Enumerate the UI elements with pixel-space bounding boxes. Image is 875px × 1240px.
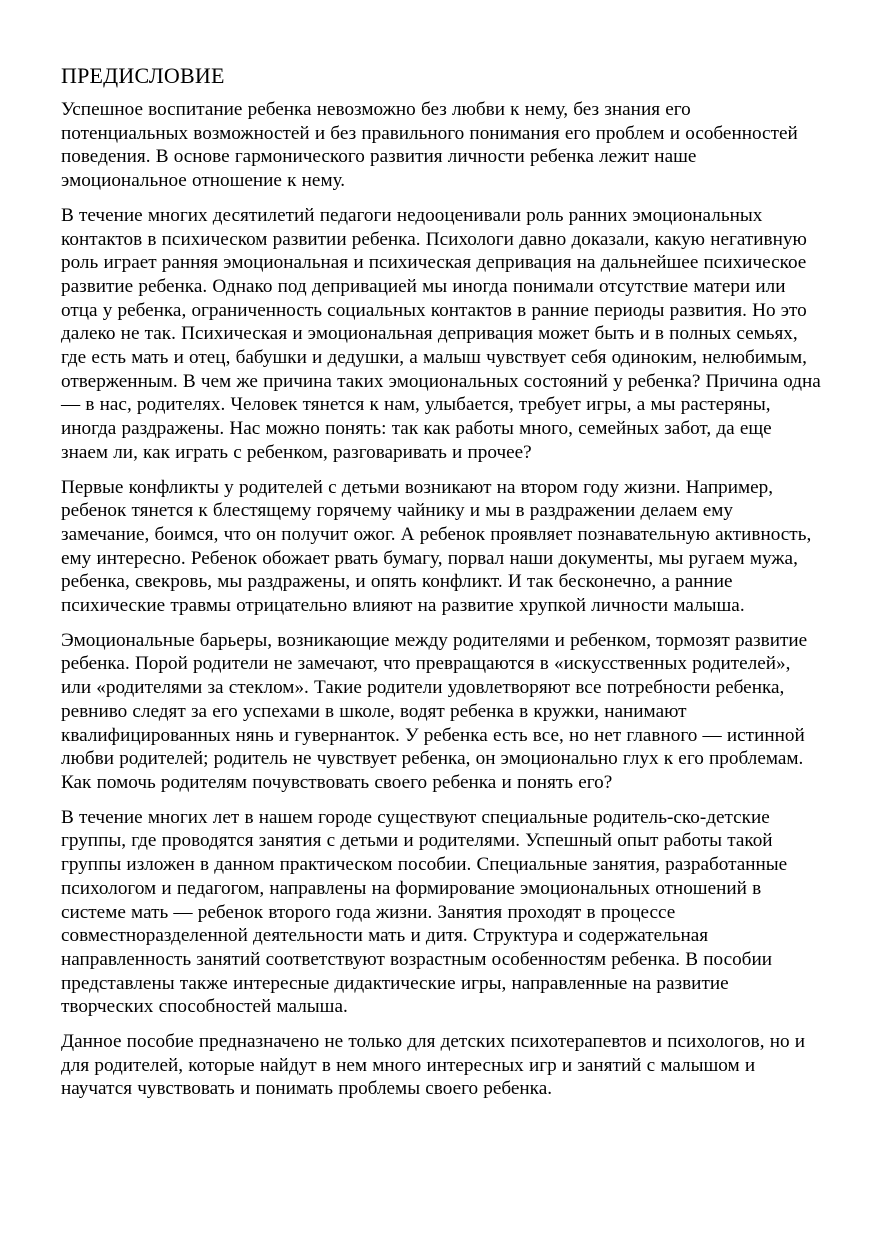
page-title: ПРЕДИСЛОВИЕ xyxy=(61,63,225,88)
paragraph-4: Эмоциональные барьеры, возникающие между родителями и ребенком, тормозят развитие ребенка. Порой родители не замечают, что превращаются в «искусственных родителей», или «родителями за стеклом». Такие родители удовлетворяют все потребности ребенка, ревниво следят за его успехами в школе, водят ребенка в кружки, нанимают квалифицированных нянь и гувернанток. У ребенка есть все, но нет главного — истинной любви родителей; родитель не чувствует ребенка, он эмоционально глух к его проблемам. Как помочь родителям почувствовать своего ребенка и понять его? xyxy=(61,629,808,793)
document-page xyxy=(61,60,821,1112)
paragraph-3: Первые конфликты у родителей с детьми возникают на втором году жизни. Например, ребенок тянется к блестящему горячему чайнику и мы в раздражении делаем ему замечание, боимся, что он получит ожог. А ребенок проявляет познавательную активность, ему интересно. Ребенок обожает рвать бумагу, порвал наши документы, мы ругаем мужа, ребенка, свекровь, мы раздражены, и опять конфликт. И так бесконечно, а ранние психические травмы отрицательно влияют на развитие хрупкой личности малыша. xyxy=(61,476,812,617)
paragraph-1: Успешное воспитание ребенка невозможно без любви к нему, без знания его потенциальных возможностей и без правильного понимания его проблем и особенностей поведения. В основе гармонического развития личности ребенка лежит наше эмоциональное отношение к нему. xyxy=(61,99,798,192)
paragraph-2: В течение многих десятилетий педагоги недооценивали роль ранних эмоциональных контактов в психическом развитии ребенка. Психологи давно доказали, какую негативную роль играет ранняя эмоциональная и психическая депривация на дальнейшее психическое развитие ребенка. Однако под депривацией мы иногда понимали отсутствие матери или отца у ребенка, ограниченность социальных контактов в ранние периоды развития. Но это далеко не так. Психическая и эмоциональная депривация может быть и в полных семьях, где есть мать и отец, бабушки и дедушки, а малыш чувствует себя одиноким, нелюбимым, отверженным. В чем же причина таких эмоциональных состояний у ребенка? Причина одна — в нас, родителях. Человек тянется к нам, улыбается, требует игры, а мы растеряны, иногда раздражены. Нас можно понять: так как работы много, семейных забот, да еще знаем ли, как играть с ребенком, разговаривать и прочее? xyxy=(61,204,821,463)
paragraph-5: В течение многих лет в нашем городе существуют специальные родитель-ско-детские группы, где проводятся занятия с детьми и родителями. Успешный опыт работы такой группы изложен в данном практическом пособии. Специальные занятия, разработанные психологом и педагогом, направлены на формирование эмоциональных отношений в системе мать — ребенок второго года жизни. Занятия проходят в процессе совместноразделенной деятельности мать и дитя. Структура и содержательная направленность занятий соответствуют возрастным особенностям ребенка. В пособии представлены также интересные дидактические игры, направленные на развитие творческих способностей малыша. xyxy=(61,806,788,1018)
paragraph-6: Данное пособие предназначено не только для детских психотерапевтов и психологов, но и для родителей, которые найдут в нем много интересных игр и занятий с малышом и научатся чувствовать и понимать проблемы своего ребенка. xyxy=(61,1031,806,1100)
